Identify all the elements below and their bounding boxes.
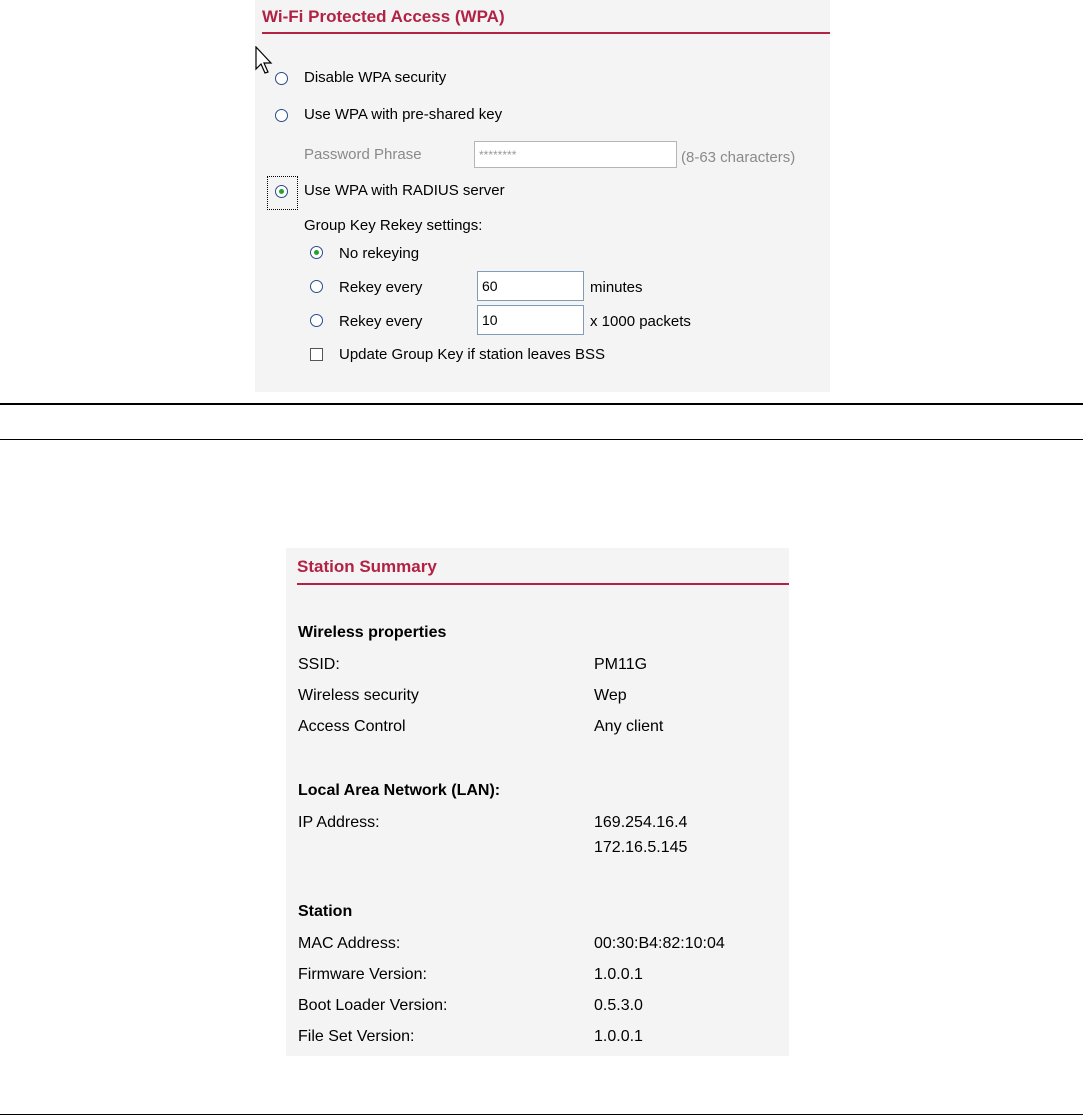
wireless-security-label: Wireless security: [298, 687, 419, 704]
radius-label[interactable]: Use WPA with RADIUS server: [304, 182, 505, 199]
no-rekey-radio[interactable]: [310, 246, 323, 259]
update-group-key-checkbox[interactable]: [310, 348, 323, 361]
ip-address-label: IP Address:: [298, 814, 380, 831]
password-phrase-input[interactable]: [474, 141, 677, 168]
divider-bottom: [0, 1114, 1083, 1115]
no-rekey-label[interactable]: No rekeying: [339, 245, 420, 262]
ip-address-value-2: 172.16.5.145: [594, 839, 688, 856]
ip-address-value-1: 169.254.16.4: [594, 814, 688, 831]
mac-address-value: 00:30:B4:82:10:04: [594, 935, 725, 952]
rekey-minutes-label[interactable]: Rekey every: [339, 279, 423, 296]
rekey-packets-unit: x 1000 packets: [590, 313, 691, 330]
divider-thick: [0, 403, 1083, 405]
rekey-packets-radio[interactable]: [310, 314, 323, 327]
rekey-minutes-unit: minutes: [590, 279, 643, 296]
rekey-minutes-radio[interactable]: [310, 280, 323, 293]
mouse-cursor-icon: [255, 46, 275, 76]
file-set-version-label: File Set Version:: [298, 1028, 415, 1045]
wireless-heading: Wireless properties: [298, 624, 447, 641]
rekey-heading: Group Key Rekey settings:: [304, 217, 483, 234]
boot-loader-version-value: 0.5.3.0: [594, 997, 643, 1014]
mac-address-label: MAC Address:: [298, 935, 401, 952]
boot-loader-version-label: Boot Loader Version:: [298, 997, 448, 1014]
disable-wpa-radio[interactable]: [275, 72, 288, 85]
file-set-version-value: 1.0.0.1: [594, 1028, 643, 1045]
access-control-label: Access Control: [298, 718, 406, 735]
rekey-minutes-input[interactable]: [477, 271, 584, 301]
wpa-section-title: Wi-Fi Protected Access (WPA): [262, 7, 830, 34]
rekey-packets-label[interactable]: Rekey every: [339, 313, 423, 330]
password-length-hint: (8-63 characters): [681, 149, 796, 166]
psk-radio[interactable]: [275, 109, 288, 122]
wireless-security-value: Wep: [594, 687, 627, 704]
lan-heading: Local Area Network (LAN):: [298, 782, 501, 799]
access-control-value: Any client: [594, 718, 664, 735]
update-group-key-label[interactable]: Update Group Key if station leaves BSS: [339, 346, 605, 363]
psk-label[interactable]: Use WPA with pre-shared key: [304, 106, 503, 123]
station-heading: Station: [298, 903, 353, 920]
radius-radio[interactable]: [275, 185, 288, 198]
summary-section-title: Station Summary: [297, 557, 789, 585]
password-phrase-label: Password Phrase: [304, 146, 422, 163]
divider-thin: [0, 439, 1083, 440]
firmware-version-label: Firmware Version:: [298, 966, 427, 983]
ssid-label: SSID:: [298, 656, 340, 673]
firmware-version-value: 1.0.0.1: [594, 966, 643, 983]
ssid-value: PM11G: [594, 656, 648, 673]
rekey-packets-input[interactable]: [477, 305, 584, 335]
disable-wpa-label[interactable]: Disable WPA security: [304, 69, 447, 86]
